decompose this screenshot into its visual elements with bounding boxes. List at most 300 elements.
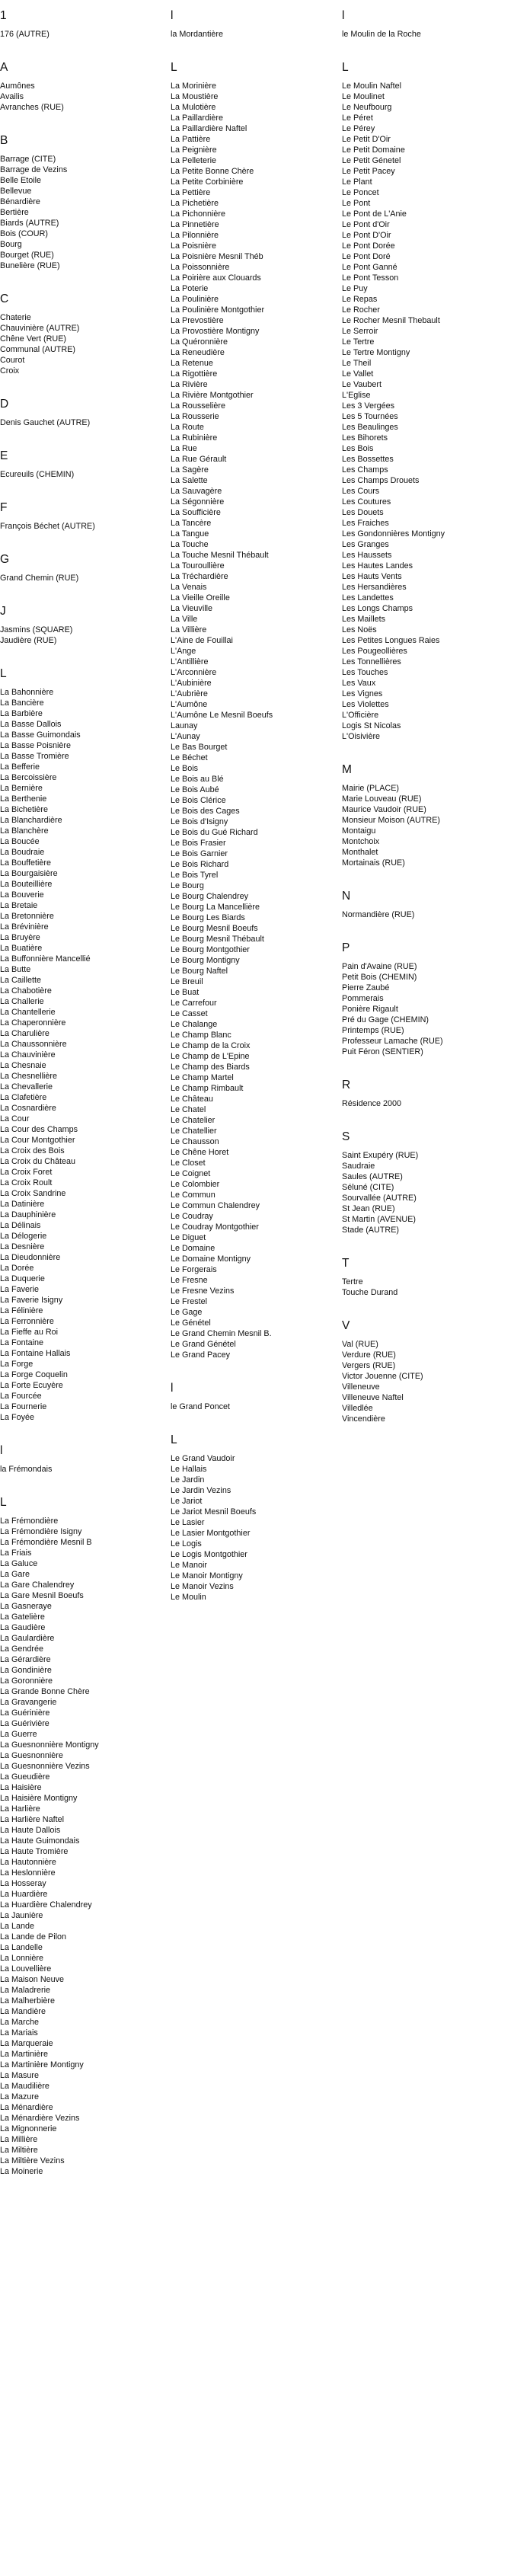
place-list-item: La Salette	[171, 476, 208, 485]
place-list-item: Le Grand Chemin Mesnil B.	[171, 1329, 272, 1338]
place-list-item: La Chabotière	[0, 986, 52, 996]
place-list-item: La Cour des Champs	[0, 1125, 78, 1134]
place-list-item: La Cosnardière	[0, 1104, 56, 1113]
place-list-item: Le Casset	[171, 1009, 208, 1018]
place-list-item: Val (RUE)	[342, 1340, 378, 1349]
place-list-item: Les Bihorets	[342, 433, 388, 443]
place-list-item: Bourg	[0, 240, 22, 249]
place-list-item: La Barbière	[0, 709, 43, 718]
place-list-item: La Basse Tromière	[0, 752, 69, 761]
place-list-item: François Béchet (AUTRE)	[0, 522, 95, 531]
place-list-item: Le Jardin	[171, 1475, 205, 1485]
place-list-item: La Gérardière	[0, 1655, 51, 1664]
place-list-item: Saudraie	[342, 1162, 375, 1171]
place-list-item: La Forge	[0, 1360, 34, 1369]
place-list-item: La Maladrerie	[0, 1986, 51, 1995]
place-list-item: Le Jariot	[171, 1497, 203, 1506]
place-list-item: La Galuce	[0, 1559, 38, 1568]
place-list-item: Le Jardin Vezins	[171, 1486, 231, 1495]
place-list-item: Professeur Lamache (RUE)	[342, 1037, 443, 1046]
group-letter-heading: l	[171, 1382, 174, 1395]
place-list-item: Le Forgerais	[171, 1265, 217, 1274]
place-list-item: La Morinière	[171, 81, 217, 91]
place-list-item: Bénardière	[0, 197, 40, 206]
place-list-item: La Butte	[0, 965, 31, 974]
place-list-item: Le Coudray	[171, 1212, 213, 1221]
place-list-item: Résidence 2000	[342, 1099, 402, 1108]
place-list-item: La Tancère	[171, 519, 212, 528]
place-list	[342, 1339, 506, 1424]
place-list-item: La Mignonnerie	[0, 2124, 57, 2133]
place-list-item: Mortainais (RUE)	[342, 858, 405, 868]
letter-group	[0, 449, 164, 480]
place-list-item: La Poissonnière	[171, 263, 230, 272]
place-list-item: Ecureuils (CHEMIN)	[0, 470, 75, 479]
place-list	[171, 81, 334, 1360]
group-letter-heading: L	[171, 1433, 177, 1446]
place-list-item: La Pichonnière	[171, 209, 226, 219]
place-list-item: L'Officière	[342, 711, 379, 720]
place-list-item: Le Rocher	[342, 305, 380, 315]
place-list-item: Le Chatel	[171, 1105, 206, 1114]
group-letter-heading: N	[342, 890, 351, 903]
letter-group	[0, 61, 164, 113]
place-list-item: Victor Jouenne (CITE)	[342, 1372, 423, 1381]
place-list-item: La Petite Bonne Chère	[171, 167, 254, 176]
place-list-item: La Pilonnière	[171, 231, 219, 240]
place-list	[0, 1516, 164, 2177]
place-list-item: Le Manoir Vezins	[171, 1582, 234, 1591]
group-letter-heading: L	[0, 667, 7, 680]
group-letter-heading: 1	[0, 9, 7, 22]
place-list-item: Le Vallet	[342, 369, 374, 379]
place-list-item: Le Bas Bourget	[171, 743, 228, 752]
place-list-item: La Haute Dallois	[0, 1826, 61, 1835]
place-list-item: Pommerais	[342, 994, 384, 1003]
place-list-item: La Rigottière	[171, 369, 218, 379]
place-list-item: La Rousselière	[171, 401, 226, 411]
place-list	[171, 1401, 334, 1412]
place-list-item: Le Champ de L'Epine	[171, 1052, 250, 1061]
place-list-item: La Gaudière	[0, 1623, 46, 1632]
place-list-item: La Chevallerie	[0, 1082, 53, 1091]
group-letter-heading: l	[0, 1444, 3, 1457]
group-letter-heading: G	[0, 553, 10, 566]
place-list	[0, 154, 164, 271]
place-list-item: La Poirière aux Clouards	[171, 273, 261, 283]
place-list-item: La Heslonnière	[0, 1868, 56, 1878]
place-list-item: L'Aumône Le Mesnil Boeufs	[171, 711, 273, 720]
place-list-item: Jasmins (SQUARE)	[0, 625, 73, 634]
place-list-item: La Goronnière	[0, 1676, 53, 1686]
place-list-item: La Rue Gérault	[171, 455, 227, 464]
place-list-item: L'Aunay	[171, 732, 200, 741]
group-letter-heading: B	[0, 134, 8, 147]
place-list-item: Le Puy	[342, 284, 368, 293]
place-list-item: Le Petit Domaine	[342, 145, 405, 155]
place-list-item: La Friais	[0, 1548, 32, 1558]
place-list-item: Le Frestel	[171, 1297, 208, 1306]
place-list-item: Les Vignes	[342, 689, 383, 698]
place-list-item: La Fontaine Hallais	[0, 1349, 71, 1358]
place-list-item: La Miltière Vezins	[0, 2156, 65, 2165]
place-list-item: Marie Louveau (RUE)	[342, 794, 422, 804]
place-list-item: Biards (AUTRE)	[0, 219, 59, 228]
place-list-item: La Bouteillière	[0, 880, 53, 889]
place-list-item: La Poterie	[171, 284, 209, 293]
place-list-item: La Vieille Oreille	[171, 593, 230, 602]
place-list-item: Les 5 Tournées	[342, 412, 398, 421]
place-list-item: Le Champ de la Croix	[171, 1041, 251, 1050]
place-list-item: La Paillardière Naftel	[171, 124, 247, 133]
place-list-item: La Gare Chalendrey	[0, 1580, 75, 1590]
place-list-item: Villeneuve	[342, 1382, 380, 1392]
place-list-item: La Basse Guimondais	[0, 730, 81, 740]
place-list-item: Le Theil	[342, 359, 372, 368]
place-list-item: Le Closet	[171, 1159, 206, 1168]
group-letter-heading: M	[342, 763, 352, 776]
place-list-item: La Gueudière	[0, 1772, 50, 1782]
place-list-item: Le Champ Blanc	[171, 1031, 231, 1040]
place-list	[342, 81, 506, 742]
place-list-item: La Hosseray	[0, 1879, 46, 1888]
place-list-item: Barrage de Vezins	[0, 165, 68, 174]
place-list-item: La Sauvagère	[171, 487, 222, 496]
place-list-item: le Moulin de la Roche	[342, 30, 421, 39]
place-list-item: Le Coignet	[171, 1169, 211, 1178]
place-list-item: Le Bourg Montgothier	[171, 945, 250, 954]
place-list-item: La Bernière	[0, 784, 43, 793]
place-list-item: La Befferie	[0, 762, 40, 772]
place-list-item: Le Chatellier	[171, 1127, 217, 1136]
place-list-item: La Louvellière	[0, 1964, 52, 1974]
place-list-item: Les Beaulinges	[342, 423, 398, 432]
place-list-item: La Clafetière	[0, 1093, 47, 1102]
place-list-item: Les Bois	[342, 444, 374, 453]
place-list-item: La Grande Bonne Chère	[0, 1687, 90, 1696]
place-list-item: La Poisnière Mesnil Théb	[171, 252, 263, 261]
place-list-item: Petit Bois (CHEMIN)	[342, 973, 417, 982]
place-list-item: 176 (AUTRE)	[0, 30, 49, 39]
place-list-item: La Huardière Chalendrey	[0, 1900, 92, 1910]
place-list-item: Montaigu	[342, 826, 376, 836]
place-list-item: Saules (AUTRE)	[342, 1172, 403, 1181]
place-list-item: Le Bois Frasier	[171, 839, 226, 848]
place-list-item: Le Béchet	[171, 753, 208, 762]
place-list-item: Le Grand Pacey	[171, 1350, 231, 1360]
group-letter-heading: F	[0, 501, 8, 514]
place-list-item: La Bahonnière	[0, 688, 54, 697]
place-list-item: Le Colombier	[171, 1180, 220, 1189]
place-list-item: La Pettière	[171, 188, 211, 197]
place-list-item: Villeneuve Naftel	[342, 1393, 404, 1402]
place-list-item: Le Bourg Chalendrey	[171, 892, 249, 901]
place-list	[0, 1464, 164, 1475]
place-list-item: La Peignière	[171, 145, 217, 155]
place-list-item: La Venais	[171, 583, 207, 592]
group-letter-heading: L	[0, 1496, 7, 1509]
place-list-item: La Mazure	[0, 2092, 40, 2101]
place-list-item: Les Haussets	[342, 551, 392, 560]
place-list-item: La Dorée	[0, 1264, 34, 1273]
place-list-item: Le Plant	[342, 177, 372, 187]
place-list-item: La Vieuville	[171, 604, 213, 613]
place-list-item: La Chauvinière	[0, 1050, 56, 1059]
place-list-item: Le Hallais	[171, 1465, 207, 1474]
place-list-item: L'Ange	[171, 647, 196, 656]
place-list-item: L'Eglise	[342, 391, 371, 400]
place-list-item: La Haisière	[0, 1783, 42, 1792]
place-list-item: Le Fresne Vezins	[171, 1286, 235, 1296]
place-list-item: La Rubinière	[171, 433, 218, 443]
place-list-item: La Bouffetière	[0, 858, 52, 868]
letter-group	[171, 9, 334, 40]
place-list-item: La Cour	[0, 1114, 30, 1123]
place-list-item: La Soufficière	[171, 508, 221, 517]
place-list	[0, 521, 164, 532]
place-list-item: La Gaulardière	[0, 1634, 55, 1643]
place-list-item: L'Aumône	[171, 700, 208, 709]
place-list	[0, 573, 164, 583]
place-list-item: Le Domaine Montigny	[171, 1254, 251, 1264]
place-list-item: L'Aubinière	[171, 679, 212, 688]
place-list-item: L'Arconnière	[171, 668, 217, 677]
place-list-item: La Brévinière	[0, 922, 49, 932]
place-list-item: La Délogerie	[0, 1232, 47, 1241]
letter-group	[342, 61, 506, 742]
place-list-item: Le Moulinet	[342, 92, 385, 101]
place-list-item: Verdure (RUE)	[342, 1350, 396, 1360]
place-list-item: Le Bourg Mesnil Boeufs	[171, 924, 258, 933]
place-list-item: La Boudraie	[0, 848, 45, 857]
place-list-item: Le Coudray Montgothier	[171, 1222, 259, 1232]
place-list-item: Courot	[0, 356, 25, 365]
place-list-item: Le Champ Martel	[171, 1073, 234, 1082]
place-list-item: Le Lasier	[171, 1518, 205, 1527]
letter-group	[0, 553, 164, 583]
place-list-item: La Touche Mesnil Thébault	[171, 551, 269, 560]
place-list-item: Le Péret	[342, 113, 373, 123]
place-list-item: La Fontaine	[0, 1338, 44, 1347]
group-letter-heading: l	[171, 9, 174, 22]
letter-group	[0, 605, 164, 646]
place-list-item: Le Pont Tesson	[342, 273, 399, 283]
letter-group	[342, 1079, 506, 1109]
group-letter-heading: R	[342, 1079, 351, 1091]
letter-group	[171, 61, 334, 1360]
place-list-item: La Route	[171, 423, 204, 432]
place-list-item: La Guerre	[0, 1730, 37, 1739]
place-list-item: La Blanchardière	[0, 816, 62, 825]
place-list	[342, 909, 506, 920]
place-list-item: La Mulotière	[171, 103, 216, 112]
place-list-item: Les Champs Drouets	[342, 476, 420, 485]
place-list-item: Les Noës	[342, 625, 377, 634]
place-list-item: La Pichetière	[171, 199, 219, 208]
place-list-item: La Sagère	[171, 465, 209, 475]
place-list-item: La Bercoissière	[0, 773, 57, 782]
letter-group	[342, 1257, 506, 1298]
column-1	[0, 0, 164, 2177]
place-list-item: La Bouverie	[0, 890, 44, 900]
place-list-item: Puit Féron (SENTIER)	[342, 1047, 423, 1056]
place-list-item: Le Bourg Montigny	[171, 956, 240, 965]
letter-group	[171, 1433, 334, 1603]
place-list-item: La Moinerie	[0, 2167, 43, 2176]
place-list	[342, 1098, 506, 1109]
place-list-item: Le Bois Garnier	[171, 849, 228, 858]
place-list-item: Aumônes	[0, 81, 35, 91]
place-list-item: La Cour Montgothier	[0, 1136, 75, 1145]
place-list-item: Le Manoir Montigny	[171, 1571, 243, 1580]
place-list-item: Touche Durand	[342, 1288, 398, 1297]
place-list-item: La Ville	[171, 615, 198, 624]
place-list-item: La Chantellerie	[0, 1008, 56, 1017]
place-list-item: La Lande	[0, 1922, 35, 1931]
place-list-item: Les Bossettes	[342, 455, 394, 464]
place-list-item: La Croix du Château	[0, 1157, 76, 1166]
place-list-item: La Rousserie	[171, 412, 219, 421]
place-list-item: La Pinnetière	[171, 220, 219, 229]
place-list	[342, 961, 506, 1057]
place-list-item: Le Fresne	[171, 1276, 208, 1285]
place-list-item: La Datinière	[0, 1200, 45, 1209]
place-list-item: La Martinière Montigny	[0, 2060, 84, 2069]
place-list-item: Le Chêne Horet	[171, 1148, 229, 1157]
place-list-item: Le Petit D'Oir	[342, 135, 391, 144]
place-list-item: La Mariais	[0, 2028, 38, 2037]
place-list-item: La Retenue	[171, 359, 213, 368]
place-list-item: La Guesnonnière	[0, 1751, 63, 1760]
place-list-item: La Dauphinière	[0, 1210, 56, 1219]
place-list-item: La Gatelière	[0, 1612, 45, 1622]
letter-group	[0, 292, 164, 376]
place-list-item: Le Vaubert	[342, 380, 382, 389]
place-list-item: La Challerie	[0, 997, 44, 1006]
place-list-item: La Rivière Montgothier	[171, 391, 254, 400]
place-list-item: La Millière	[0, 2135, 38, 2144]
letter-group	[342, 890, 506, 920]
place-list-item: Bertière	[0, 208, 29, 217]
place-list-item: La Bichetière	[0, 805, 49, 814]
place-list-item: Bois (COUR)	[0, 229, 48, 238]
place-list-item: L'Aine de Fouillai	[171, 636, 233, 645]
place-list	[0, 29, 164, 40]
place-list-item: Le Pont Ganné	[342, 263, 397, 272]
place-list	[171, 1453, 334, 1603]
place-list-item: Les Hauts Vents	[342, 572, 402, 581]
place-list-item: La Rue	[171, 444, 197, 453]
place-list-item: La Huardière	[0, 1890, 48, 1899]
place-list-item: Le Bourg Les Biards	[171, 913, 245, 922]
place-list-item: Les Maillets	[342, 615, 386, 624]
place-list-item: La Haute Tromière	[0, 1847, 69, 1856]
place-list-item: La Tangue	[171, 529, 209, 539]
place-list-item: La Fournerie	[0, 1402, 47, 1411]
place-list	[342, 783, 506, 868]
place-list-item: La Croix Foret	[0, 1168, 53, 1177]
place-list-item: La Rivière	[171, 380, 208, 389]
place-list-item: Stade (AUTRE)	[342, 1226, 399, 1235]
place-list-item: La Marqueraie	[0, 2039, 53, 2048]
place-list-item: Tertre	[342, 1277, 363, 1286]
place-list-item: Grand Chemin (RUE)	[0, 574, 79, 583]
place-list-item: Le Repas	[342, 295, 378, 304]
place-list	[0, 312, 164, 376]
place-list-item: Les Fraiches	[342, 519, 389, 528]
place-list-item: Bunelière (RUE)	[0, 261, 60, 270]
place-list-item: Vincendière	[342, 1414, 385, 1424]
place-list-item: La Frémondière	[0, 1517, 59, 1526]
place-list-item: Les Longs Champs	[342, 604, 413, 613]
group-letter-heading: C	[0, 292, 9, 305]
group-letter-heading: A	[0, 61, 8, 74]
place-list-item: La Chaperonnière	[0, 1018, 66, 1028]
place-list-item: Printemps (RUE)	[342, 1026, 404, 1035]
place-list-item: Le Bois des Cages	[171, 807, 240, 816]
group-letter-heading: T	[342, 1257, 350, 1270]
place-list-item: La Gare Mesnil Boeufs	[0, 1591, 84, 1600]
place-list-item: La Ferronnière	[0, 1317, 54, 1326]
place-list-item: La Moustière	[171, 92, 219, 101]
place-list-item: Le Pont Doré	[342, 252, 391, 261]
place-list-item: Montchoix	[342, 837, 380, 846]
place-list-item: La Petite Corbinière	[171, 177, 244, 187]
letter-group	[171, 1382, 334, 1412]
place-list-item: La Martinière	[0, 2050, 49, 2059]
place-list-item: La Gondinière	[0, 1666, 52, 1675]
place-list-item: Le Commun Chalendrey	[171, 1201, 260, 1210]
place-list-item: La Foyée	[0, 1413, 35, 1422]
place-list-item: Monthalet	[342, 848, 378, 857]
place-list-item: Le Pont Dorée	[342, 241, 395, 251]
place-list-item: La Guesnonnière Vezins	[0, 1762, 90, 1771]
place-list-item: La Félinière	[0, 1306, 43, 1315]
place-list-item: Les Coutures	[342, 497, 391, 507]
place-list-item: Le Lasier Montgothier	[171, 1529, 251, 1538]
place-list-item: Le Bois du Gué Richard	[171, 828, 258, 837]
place-list-item: La Lonnière	[0, 1954, 44, 1963]
place-list-item: Le Génétel	[171, 1318, 211, 1328]
place-list-item: La Maudilière	[0, 2082, 49, 2091]
place-list-item: La Buatière	[0, 944, 43, 953]
place-list-item: St Martin (AVENUE)	[342, 1215, 416, 1224]
place-list-item: La Desnière	[0, 1242, 45, 1251]
place-list-item: Les Pougeollières	[342, 647, 407, 656]
group-letter-heading: L	[342, 61, 349, 74]
place-list-item: La Fourcée	[0, 1392, 42, 1401]
place-list-item: Le Champ des Biards	[171, 1063, 250, 1072]
place-list-item: Launay	[171, 721, 198, 730]
place-list-item: Le Tertre	[342, 337, 375, 347]
place-list-item: Le Bourg Mesnil Thébault	[171, 935, 264, 944]
place-list-item: La Guérinière	[0, 1708, 50, 1718]
letter-group	[0, 9, 164, 40]
place-list-item: La Tréchardière	[171, 572, 228, 581]
place-list-item: La Reneudière	[171, 348, 225, 357]
place-list-item: Jaudière (RUE)	[0, 636, 57, 645]
place-list-item: Barrage (CITE)	[0, 155, 56, 164]
place-list-item: la Frémondais	[0, 1465, 53, 1474]
place-list-item: La Ménardière	[0, 2103, 53, 2112]
place-list-item: Le Serroir	[342, 327, 378, 336]
place-list-item: La Faverie	[0, 1285, 40, 1294]
place-list-item: La Chesnaie	[0, 1061, 46, 1070]
place-list-item: La Lande de Pilon	[0, 1932, 67, 1942]
place-list-item: Le Chalange	[171, 1020, 218, 1029]
place-list-item: Le Breuil	[171, 977, 203, 986]
place-list-item: La Forte Ecuyère	[0, 1381, 63, 1390]
